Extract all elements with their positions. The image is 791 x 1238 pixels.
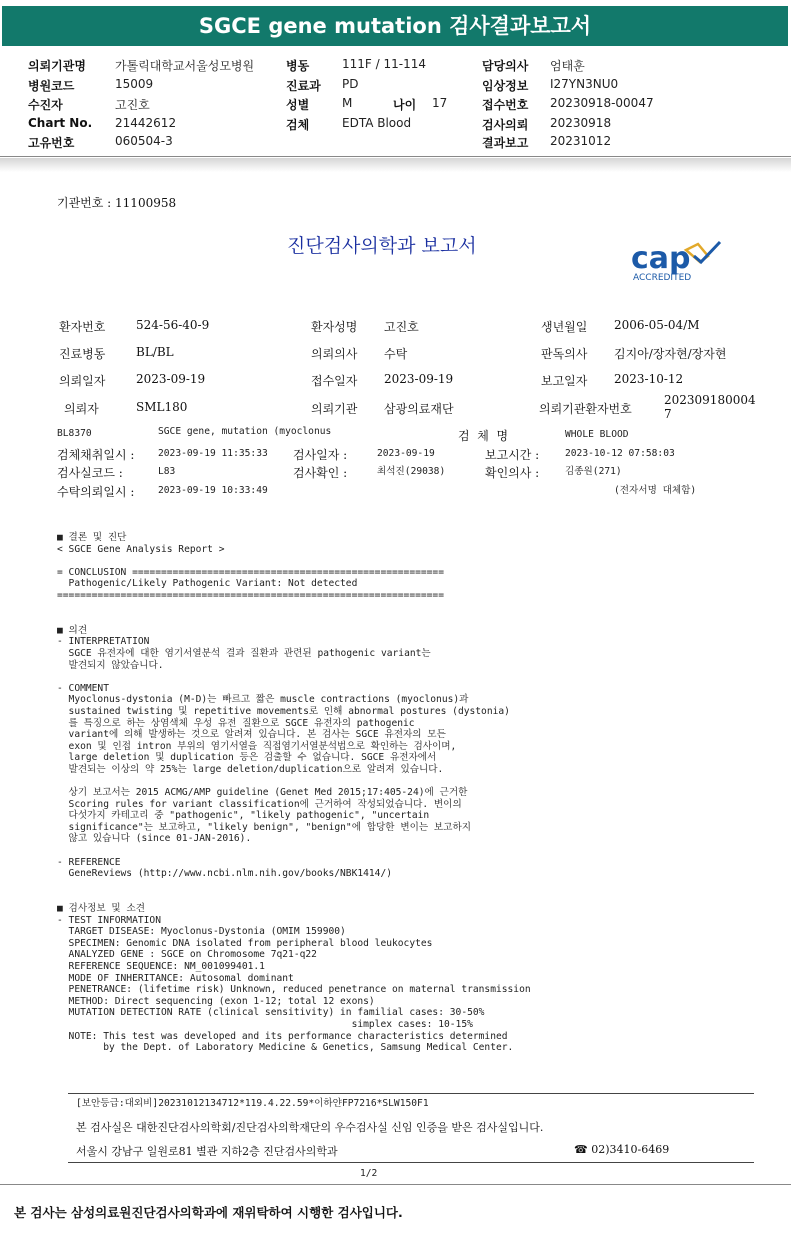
- value-receipt-date: 2023-09-19: [384, 372, 454, 386]
- value-patient-name: 고진호: [384, 320, 419, 334]
- report-body-line: [57, 602, 531, 614]
- header-value-hospital-code: 15009: [115, 77, 154, 91]
- label-reading-doctor: 판독의사: [541, 347, 588, 361]
- header-shadow: [0, 158, 791, 172]
- header-label-sex: 성별: [286, 98, 310, 112]
- header-label-chart-no: Chart No.: [28, 116, 93, 130]
- report-body-line: significance"는 보고하고, "likely benign", "benign"에 합당한 변이는 보고하지: [57, 821, 471, 833]
- verify-label: 확인의사 :: [485, 466, 540, 480]
- test-code: BL8370: [57, 428, 92, 439]
- label-report-date: 보고일자: [541, 374, 588, 388]
- lab-phone: ☎ 02)3410-6469: [574, 1143, 670, 1156]
- header-label-receipt-no: 접수번호: [482, 98, 529, 112]
- header-value-chart-no: 21442612: [115, 116, 177, 130]
- footer-divider: [68, 1093, 754, 1094]
- report-body-line: METHOD: Direct sequencing (exon 1-12; total 12 exons): [57, 995, 375, 1007]
- report-title: 진단검사의학과 보고서: [287, 235, 477, 257]
- report-body-line: NOTE: This test was developed and its performance characteristics determined: [57, 1030, 508, 1042]
- report-body-line: [57, 671, 531, 683]
- report-body-line: [57, 891, 531, 903]
- label-birthdate: 생년월일: [541, 320, 588, 334]
- report-body-line: [57, 880, 531, 892]
- testdate-value: 2023-09-19: [377, 448, 435, 459]
- confirm-value: 최석진(29038): [377, 466, 446, 477]
- test-name: SGCE gene, mutation (myoclonus: [158, 426, 332, 437]
- header-value-result-date: 20231012: [550, 134, 612, 148]
- label-requesting-institution: 의뢰기관: [311, 402, 358, 416]
- report-body-line: - INTERPRETATION: [57, 636, 150, 648]
- header-value-ward: 111F / 11-114: [342, 57, 426, 71]
- value-institution-patient-no-tail: 7: [664, 407, 672, 421]
- header-value-institution: 가톨릭대학교서울성모병원: [115, 59, 255, 73]
- accreditation-note: 본 검사실은 대한진단검사의학회/진단검사의학재단의 우수검사실 신임 인증을 받은 검사실입니다.: [76, 1121, 544, 1134]
- label-receipt-date: 접수일자: [311, 374, 358, 388]
- value-requesting-institution: 삼광의료재단: [384, 402, 454, 416]
- report-body-line: large deletion 및 duplication 등은 검출할 수 없습니다. SGCE 유전자에서: [57, 752, 437, 764]
- report-body-line: 를 특징으로 하는 상염색체 우성 유전 질환으로 SGCE 유전자의 pathogenic: [57, 717, 415, 729]
- footer-divider-bottom: [68, 1162, 754, 1163]
- collect-value: 2023-09-19 11:35:33: [158, 448, 268, 459]
- esign-note: (전자서명 대체함): [614, 485, 697, 496]
- header-value-sex: M: [342, 96, 353, 110]
- report-body-line: - COMMENT: [57, 682, 109, 694]
- report-body-line: GeneReviews (http://www.ncbi.nlm.nih.gov/books/NBK1414/): [57, 868, 393, 880]
- bottom-divider: [0, 1184, 791, 1185]
- collect-label: 검체채취일시 :: [57, 448, 135, 462]
- report-body-line: Pathogenic/Likely Pathogenic Variant: Not detected: [57, 578, 358, 590]
- value-requester: SML180: [136, 400, 188, 414]
- header-value-age: 17: [432, 96, 448, 110]
- label-ward: 진료병동: [59, 347, 106, 361]
- report-body-line: [57, 845, 531, 857]
- report-body-line: by the Dept. of Laboratory Medicine & Genetics, Samsung Medical Center.: [57, 1042, 514, 1054]
- header-value-doctor: 엄태훈: [550, 59, 585, 73]
- cap-accredited-logo: [628, 236, 734, 284]
- header-label-unique-no: 고유번호: [28, 136, 75, 150]
- value-patient-no: 524-56-40-9: [136, 318, 210, 332]
- room-value: L83: [158, 466, 176, 477]
- report-body-line: SGCE 유전자에 대한 염기서열분석 결과 질환과 관련된 pathogenic variant는: [57, 647, 431, 659]
- report-body-line: - REFERENCE: [57, 856, 121, 868]
- cap-accredited-text: ACCREDITED: [633, 273, 692, 283]
- lab-address: 서울시 강남구 일원로81 별관 지하2층 진단검사의학과: [76, 1145, 338, 1158]
- testdate-label: 검사일자 :: [293, 448, 348, 462]
- header-label-department: 진료과: [286, 79, 321, 93]
- header-label-specimen: 검체: [286, 118, 310, 132]
- header-label-age: 나이: [393, 98, 417, 112]
- header-value-request-date: 20230918: [550, 116, 612, 130]
- recv-label: 수탁의뢰일시 :: [57, 485, 135, 499]
- report-body-line: [57, 775, 531, 787]
- report-body-line: TARGET DISEASE: Myoclonus-Dystonia (OMIM 159900): [57, 926, 346, 938]
- report-body-line: < SGCE Gene Analysis Report >: [57, 543, 225, 555]
- value-reading-doctor: 김지아/장자현/장자현: [614, 347, 727, 361]
- header-label-patient: 수진자: [28, 98, 63, 112]
- report-body-line: PENETRANCE: (lifetime risk) Unknown, reduced penetrance on maternal transmission: [57, 984, 531, 996]
- report-body-line: ANALYZED GENE : SGCE on Chromosome 7q21-q22: [57, 949, 317, 961]
- report-body-line: 발견되는 이상의 약 25%는 large deletion/duplication으로 알려져 있습니다.: [57, 763, 444, 775]
- report-body-line: Myoclonus-dystonia (M-D)는 빠르고 짧은 muscle contractions (myoclonus)과: [57, 694, 469, 706]
- specimen-value: WHOLE BLOOD: [565, 429, 629, 440]
- specimen-label: 검 체 명: [458, 429, 509, 443]
- value-request-date: 2023-09-19: [136, 372, 206, 386]
- report-body-line: Scoring rules for variant classification에 근거하여 작성되었습니다. 변이의: [57, 798, 462, 810]
- header-value-department: PD: [342, 77, 359, 91]
- header-label-doctor: 담당의사: [482, 59, 529, 73]
- value-institution-patient-no: 202309180004: [664, 393, 756, 407]
- page-number: 1/2: [360, 1168, 378, 1179]
- cap-logo-text: cap: [631, 241, 691, 276]
- header-value-specimen: EDTA Blood: [342, 116, 412, 130]
- header-label-result-date: 결과보고: [482, 136, 529, 150]
- header-value-receipt-no: 20230918-00047: [550, 96, 654, 110]
- report-body-line: MUTATION DETECTION RATE (clinical sensitivity) in familial cases: 30-50%: [57, 1007, 485, 1019]
- header-label-institution: 의뢰기관명: [28, 59, 86, 73]
- header-label-ward: 병동: [286, 59, 310, 73]
- value-ward: BL/BL: [136, 345, 174, 359]
- label-patient-no: 환자번호: [59, 320, 106, 334]
- label-request-date: 의뢰일자: [59, 374, 106, 388]
- report-body-line: REFERENCE SEQUENCE: NM_001099401.1: [57, 960, 265, 972]
- value-birthdate: 2006-05-04/M: [614, 318, 700, 332]
- report-body-line: ■ 검사정보 및 소견: [57, 903, 145, 914]
- report-body-line: ■ 결론 및 진단: [57, 532, 127, 543]
- label-patient-name: 환자성명: [311, 320, 358, 334]
- report-body-line: SPECIMEN: Genomic DNA isolated from peripheral blood leukocytes: [57, 937, 433, 949]
- header-label-hospital-code: 병원코드: [28, 79, 75, 93]
- report-body-line: simplex cases: 10-15%: [57, 1018, 473, 1030]
- outsourcing-note: 본 검사는 삼성의료원진단검사의학과에 재위탁하여 시행한 검사입니다.: [14, 1205, 403, 1220]
- report-body-line: 상기 보고서는 2015 ACMG/AMP guideline (Genet Med 2015;17:405-24)에 근거한: [57, 787, 468, 799]
- report-body-line: MODE OF INHERITANCE: Autosomal dominant: [57, 972, 294, 984]
- label-requesting-doctor: 의뢰의사: [311, 347, 358, 361]
- report-body-line: - TEST INFORMATION: [57, 914, 161, 926]
- report-body-line: 다섯가지 카테고리 중 "pathogenic", "likely pathogenic", "uncertain: [57, 810, 430, 822]
- report-body-line: [57, 555, 531, 567]
- value-report-date: 2023-10-12: [614, 372, 684, 386]
- header-label-request-date: 검사의뢰: [482, 118, 529, 132]
- report-body-line: 않고 있습니다 (since 01-JAN-2016).: [57, 833, 252, 845]
- report-body: [57, 532, 531, 1054]
- header-value-unique-no: 060504-3: [115, 134, 173, 148]
- security-grade: [보안등급:대외비]20231012134712*119.4.22.59*이하얀FP7216*SLW150F1: [76, 1098, 429, 1109]
- header-value-patient: 고진호: [115, 98, 150, 112]
- report-body-line: variant에 의해 발생하는 것으로 알려져 있습니다. 본 검사는 SGCE 유전자의 모든: [57, 729, 446, 741]
- report-body-line: 발견되지 않았습니다.: [57, 659, 164, 671]
- report-body-line: exon 및 인접 intron 부위의 염기서열을 직접염기서열분석법으로 확인하는 검사이며,: [57, 740, 457, 752]
- report-title-bar: SGCE gene mutation 검사결과보고서: [2, 6, 788, 46]
- room-label: 검사실코드 :: [57, 466, 123, 480]
- header-divider: [0, 156, 791, 157]
- recv-value: 2023-09-19 10:33:49: [158, 485, 268, 496]
- report-body-line: = CONCLUSION ======================================================: [57, 566, 444, 578]
- institution-number: 기관번호 : 11100958: [57, 196, 177, 210]
- reporttime-label: 보고시간 :: [485, 448, 540, 462]
- value-requesting-doctor: 수탁: [384, 347, 408, 361]
- verify-value: 김종원(271): [565, 466, 622, 477]
- report-body-line: sustained twisting 및 repetitive movements로 인해 abnormal postures (dystonia): [57, 705, 510, 717]
- header-label-clinical-info: 임상정보: [482, 79, 529, 93]
- report-body-line: ===================================================================: [57, 589, 444, 601]
- report-body-line: [57, 613, 531, 625]
- header-value-clinical-info: I27YN3NU0: [550, 77, 619, 91]
- label-requester: 의뢰자: [64, 402, 99, 416]
- label-institution-patient-no: 의뢰기관환자번호: [539, 402, 632, 416]
- reporttime-value: 2023-10-12 07:58:03: [565, 448, 675, 459]
- confirm-label: 검사확인 :: [293, 466, 348, 480]
- report-body-line: ■ 의견: [57, 624, 88, 636]
